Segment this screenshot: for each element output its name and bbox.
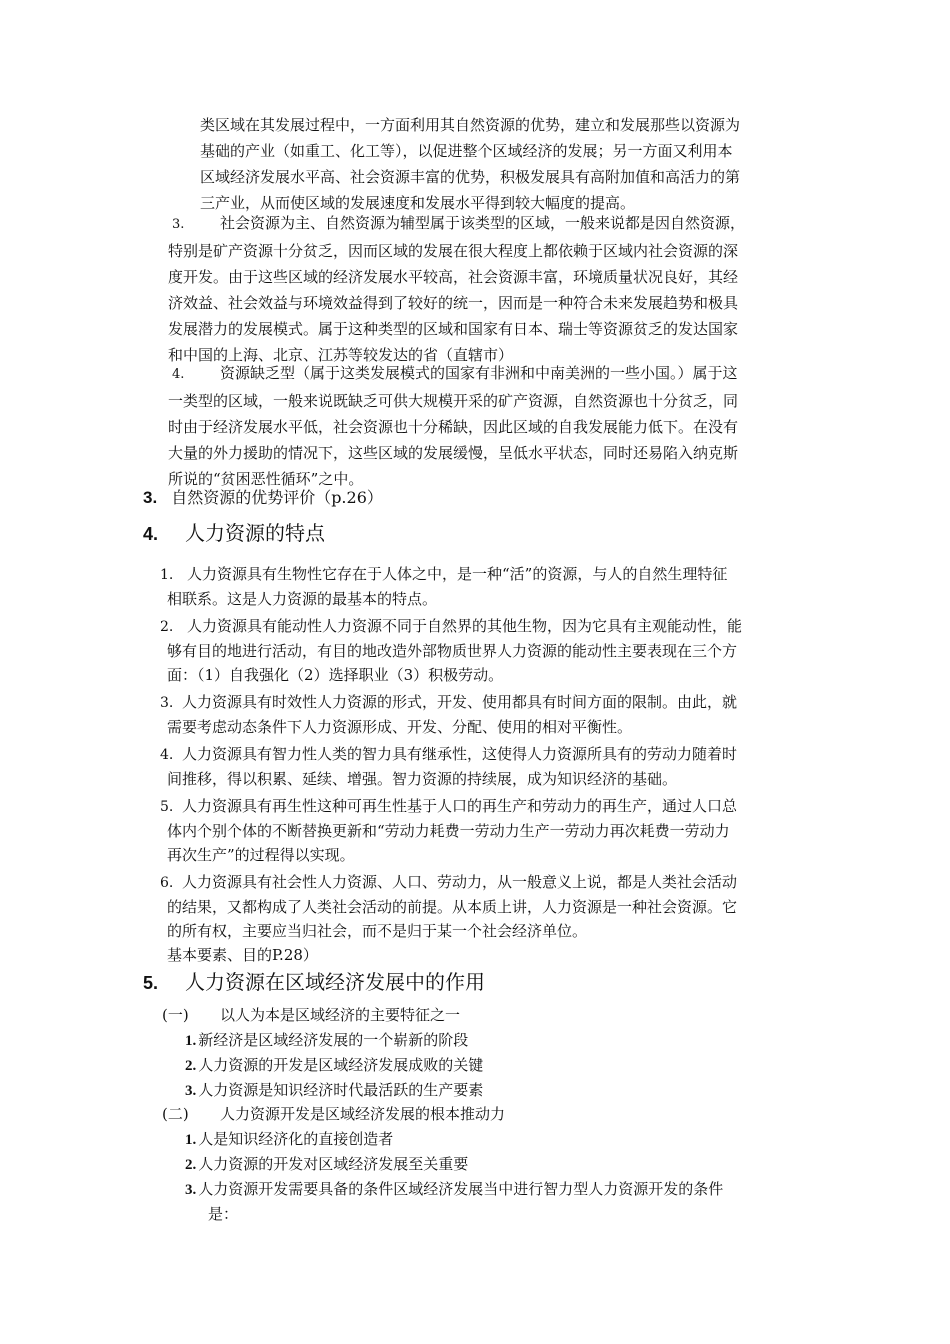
text-line [168,210,818,238]
text-line: 特别是矿产资源十分贫乏，因而区域的发展在很大程度上都依赖于区域内社会资源的深 [168,242,739,260]
hr-characteristics-list [160,562,820,967]
part-1-item-2 [185,1053,483,1078]
section-title: 自然资源的优势评价（p.26） [171,488,383,507]
hr-item-2 [160,614,820,687]
text-line [160,870,820,895]
item-number: 4. [172,367,185,382]
item-number: 6. [160,875,174,891]
hr-item-4 [160,742,820,791]
text-line: 济效益、社会效益与环境效益得到了较好的统一，因而是一种符合未来发展趋势和极具 [168,294,739,312]
text-line: 所说的“贫困恶性循环”之中。 [168,470,364,488]
hr-item-5 [160,794,820,867]
part-2-item-1 [185,1127,393,1152]
text-line: 发展潜力的发展模式。属于这种类型的区域和国家有日本、瑞士等资源贫乏的发达国家 [168,320,739,338]
text-line: 一类型的区域，一般来说既缺乏可供大规模开采的矿产资源，自然资源也十分贫乏，同 [168,392,739,410]
hr-item-6 [160,870,820,967]
text-line: 基础的产业（如重工、化工等），以促进整个区域经济的发展；另一方面又利用本 [200,142,733,160]
text-line: 再次生产”的过程得以实现。 [167,846,355,864]
item-number: 3. [172,217,185,232]
hr-item-1 [160,562,820,611]
item-number: 1. [160,567,174,583]
item-number: 3. [160,695,174,711]
item-number: 2. [185,1058,197,1074]
item-text: 人是知识经济化的直接创造者 [198,1130,394,1148]
item-text: 人力资源的开发是区域经济发展成败的关键 [198,1056,484,1074]
text-line: 的所有权，主要应当归社会，而不是归于某一个社会经济单位。 [167,922,588,940]
part-tag: (一) [162,1006,189,1024]
model-item-4 [168,360,818,492]
text-line-content: 人力资源具有社会性人力资源、人口、劳动力，从一般意义上说，都是人类社会活动 [182,873,738,891]
section-3-heading [143,486,383,510]
item-text-continued: 是： [208,1205,239,1223]
item-number: 1. [185,1132,197,1148]
part-tag: (二) [162,1105,189,1123]
section-number: 3. [143,488,158,507]
text-line-content: 人力资源具有时效性人力资源的形式，开发、使用都具有时间方面的限制。由此，就 [182,693,738,711]
part-1-heading [162,1003,460,1027]
section-title: 人力资源的特点 [185,521,325,545]
text-line-content: 人力资源具有能动性人力资源不同于自然界的其他生物，因为它具有主观能动性，能 [187,617,743,635]
text-line: 类区域在其发展过程中，一方面利用其自然资源的优势，建立和发展那些以资源为 [200,116,741,134]
text-line: 度开发。由于这些区域的经济发展水平较高，社会资源丰富，环境质量状况良好，其经 [168,268,739,286]
item-number: 3. [185,1182,197,1198]
intro-paragraph [200,112,820,216]
section-number: 5. [143,973,159,993]
part-title: 人力资源开发是区域经济发展的根本推动力 [220,1105,506,1123]
part-2-heading [162,1102,505,1126]
hr-note: 基本要素、目的P.28） [167,946,318,964]
item-text: 人力资源开发需要具备的条件区域经济发展当中进行智力型人力资源开发的条件 [198,1180,724,1198]
text-line: 区域经济发展水平高、社会资源丰富的优势，积极发展具有高附加值和高活力的第 [200,168,741,186]
item-text: 人力资源的开发对区域经济发展至关重要 [198,1155,469,1173]
item-text: 人力资源是知识经济时代最活跃的生产要素 [198,1081,484,1099]
section-4-heading [143,518,325,549]
text-line-content: 资源缺乏型（属于这类发展模式的国家有非洲和中南美洲的一些小国。）属于这 [220,364,738,382]
text-line-content: 人力资源具有再生性这种可再生性基于人口的再生产和劳动力的再生产，通过人口总 [182,797,738,815]
item-number: 1. [185,1033,197,1049]
text-line [168,360,818,388]
section-5-heading [143,967,485,998]
text-line-content: 人力资源具有生物性它存在于人体之中，是一种“活”的资源，与人的自然生理特征 [187,565,728,583]
text-line: 和中国的上海、北京、江苏等较发达的省（直辖市） [168,346,514,364]
item-number: 2. [160,619,174,635]
item-number: 4. [160,747,174,763]
text-line: 的结果，又都构成了人类社会活动的前提。从本质上讲，人力资源是一种社会资源。它 [167,898,738,916]
model-item-3 [168,210,818,368]
text-line: 大量的外力援助的情况下，这些区域的发展缓慢，呈低水平状态，同时还易陷入纳克斯 [168,444,739,462]
text-line [160,614,820,639]
text-line: 需要考虑动态条件下人力资源形成、开发、分配、使用的相对平衡性。 [167,718,633,736]
item-number: 2. [185,1157,197,1173]
part-1-item-3 [185,1078,483,1103]
text-line: 面：（1）自我强化（2）选择职业（3）积极劳动。 [167,666,504,684]
text-line: 时由于经济发展水平低，社会资源也十分稀缺，因此区域的自我发展能力低下。在没有 [168,418,739,436]
hr-item-3 [160,690,820,739]
text-line [160,690,820,715]
text-line [160,742,820,767]
text-line: 间推移，得以积累、延续、增强。智力资源的持续展，成为知识经济的基础。 [167,770,678,788]
section-title: 人力资源在区域经济发展中的作用 [185,970,485,994]
part-title: 以人为本是区域经济的主要特征之一 [220,1006,461,1024]
text-line [160,562,820,587]
part-1-item-1 [185,1028,468,1053]
text-line: 体内个别个体的不断替换更新和“劳动力耗费一劳动力生产一劳动力再次耗费一劳动力 [167,822,730,840]
text-line-content: 人力资源具有智力性人类的智力具有继承性，这使得人力资源所具有的劳动力随着时 [182,745,738,763]
item-text: 新经济是区域经济发展的一个崭新的阶段 [198,1031,469,1049]
part-2-item-3 [185,1177,723,1226]
text-line [160,794,820,819]
text-line: 够有目的地进行活动，有目的地改造外部物质世界人力资源的能动性主要表现在三个方 [167,642,738,660]
text-line: 三产业，从而使区域的发展速度和发展水平得到较大幅度的提高。 [200,194,636,212]
part-2-item-2 [185,1152,468,1177]
item-number: 5. [160,799,174,815]
section-number: 4. [143,524,159,544]
item-number: 3. [185,1083,197,1099]
text-line: 相联系。这是人力资源的最基本的特点。 [167,590,438,608]
text-line-content: 社会资源为主、自然资源为辅型属于该类型的区域，一般来说都是因自然资源， [220,214,746,232]
